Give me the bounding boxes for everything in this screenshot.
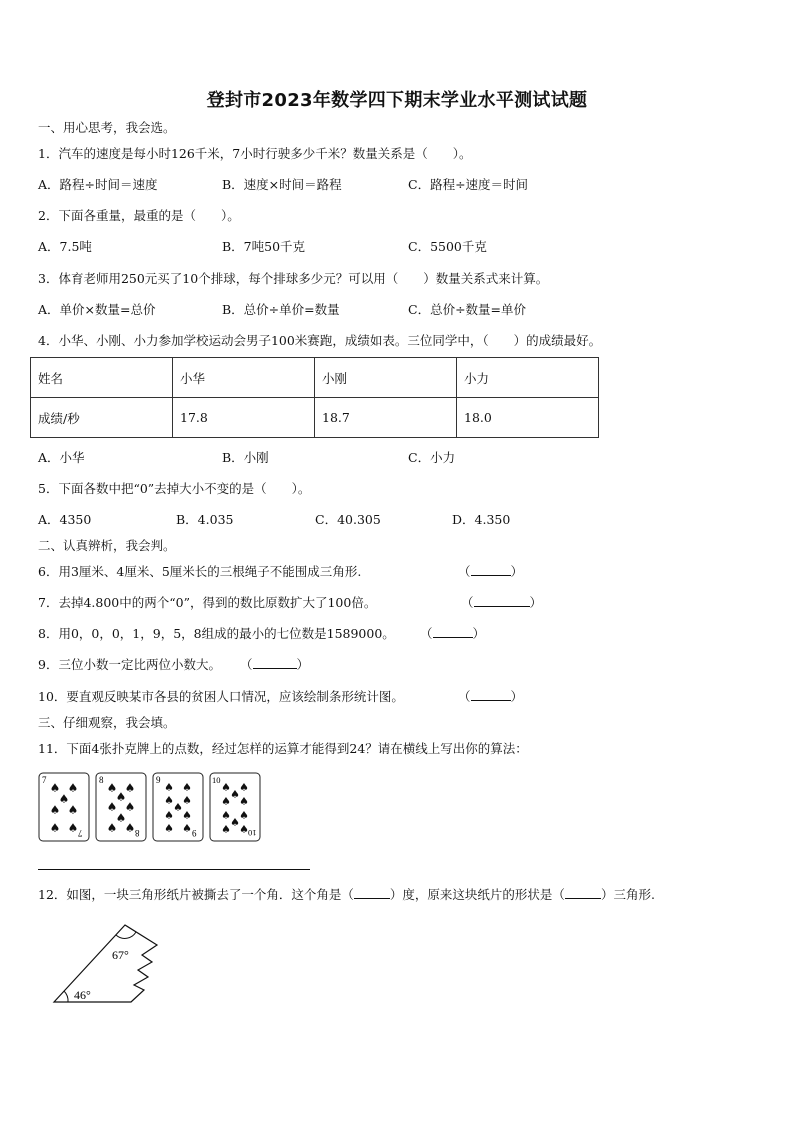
playing-card-7 [38, 772, 90, 842]
question-3-option-a: A．单价×数量=总价 [38, 302, 156, 317]
section-heading-2: 二、认真辨析，我会判。 [38, 538, 176, 553]
card-rank-label: 10 [212, 775, 221, 785]
question-12-text-part-a: 12．如图，一块三角形纸片被撕去了一个角．这个角是（ [38, 887, 354, 902]
blank-line [253, 657, 297, 669]
question-5-text: 5．下面各数中把“0”去掉大小不变的是（ ）。 [38, 481, 311, 496]
question-1-text: 1．汽车的速度是每小时126千米，7小时行驶多少千米？数量关系是（ ）。 [38, 146, 472, 161]
table-row [31, 398, 599, 438]
question-6-answer-blank[interactable] [458, 564, 523, 580]
question-7-answer-blank[interactable] [461, 595, 542, 611]
svg-text:♠: ♠ [49, 781, 61, 795]
card-rank-label: 9 [156, 775, 161, 785]
question-2-text: 2．下面各重量，最重的是（ ）。 [38, 208, 240, 223]
svg-text:♠: ♠ [124, 800, 136, 814]
svg-text:♠: ♠ [182, 809, 192, 822]
svg-text:♠: ♠ [164, 809, 174, 822]
question-12-blank-1[interactable] [354, 887, 390, 899]
svg-text:♠: ♠ [239, 795, 249, 808]
svg-text:♠: ♠ [124, 781, 136, 795]
table-header-row [31, 358, 599, 398]
question-8-text: 8．用0，0，0，1，9，5，8组成的最小的七位数是1589000。 [38, 626, 395, 641]
svg-text:♠: ♠ [106, 800, 118, 814]
svg-text:♠: ♠ [106, 821, 118, 835]
blank-line [433, 626, 473, 638]
svg-text:♠: ♠ [67, 781, 79, 795]
question-3-option-b: B．总价÷单价=数量 [222, 302, 340, 317]
question-12-text-part-c: ）三角形. [600, 887, 655, 902]
table-cell: 17.8 [173, 398, 315, 438]
paren-close: ） [510, 564, 524, 579]
question-3-option-c: C．总价÷数量=单价 [408, 302, 527, 317]
paren-close: ） [296, 657, 310, 672]
svg-text:♠: ♠ [221, 781, 231, 794]
paren-open: （ [458, 564, 471, 579]
paren-open: （ [240, 657, 253, 672]
table-cell: 小刚 [315, 358, 457, 398]
table-cell: 小力 [457, 358, 599, 398]
question-1-option-a: A．路程÷时间＝速度 [38, 177, 158, 192]
paren-close: ） [472, 626, 486, 641]
svg-text:♠: ♠ [124, 821, 136, 835]
question-5-option-a: A．4350 [38, 512, 92, 527]
section-heading-1: 一、用心思考，我会选。 [38, 120, 176, 135]
card-rank-label: 7 [78, 828, 83, 838]
table-cell: 姓名 [31, 358, 173, 398]
question-12-text-part-b: ）度，原来这块纸片的形状是（ [389, 887, 565, 902]
question-9-text: 9．三位小数一定比两位小数大。 [38, 657, 221, 672]
paren-open: （ [420, 626, 433, 641]
blank-line [471, 564, 511, 576]
question-10-answer-blank[interactable] [458, 689, 523, 705]
svg-text:♠: ♠ [67, 803, 79, 817]
svg-text:♠: ♠ [182, 794, 192, 807]
card-rank-label: 8 [99, 775, 104, 785]
section-heading-3: 三、仔细观察，我会填。 [38, 715, 176, 730]
table-cell: 18.0 [457, 398, 599, 438]
svg-text:♠: ♠ [49, 803, 61, 817]
svg-text:♠: ♠ [115, 790, 127, 804]
question-11-text: 11．下面4张扑克牌上的点数，经过怎样的运算才能得到24？请在横线上写出你的算法： [38, 741, 528, 756]
question-8-answer-blank[interactable] [420, 626, 485, 642]
question-6-text: 6．用3厘米、4厘米、5厘米长的三根绳子不能围成三角形. [38, 564, 362, 579]
paren-open: （ [461, 595, 474, 610]
svg-text:♠: ♠ [182, 822, 192, 835]
svg-text:♠: ♠ [164, 794, 174, 807]
card-rank-label: 10 [248, 828, 257, 838]
question-2-option-a: A．7.5吨 [38, 239, 92, 254]
svg-text:♠: ♠ [221, 809, 231, 822]
playing-card-8 [95, 772, 147, 842]
blank-line [471, 689, 511, 701]
svg-text:♠: ♠ [67, 821, 79, 835]
triangle-outline [54, 925, 157, 1002]
torn-triangle-figure [40, 915, 170, 1010]
question-4-option-b: B．小刚 [222, 450, 269, 465]
question-1-option-b: B．速度×时间＝路程 [222, 177, 342, 192]
table-cell: 18.7 [315, 398, 457, 438]
question-4-text: 4．小华、小刚、小力参加学校运动会男子100米赛跑，成绩如表。三位同学中，（ ）的成绩最好。 [38, 333, 602, 348]
svg-text:♠: ♠ [230, 816, 240, 829]
question-2-option-b: B．7吨50千克 [222, 239, 306, 254]
playing-card-9 [152, 772, 204, 842]
svg-text:♠: ♠ [239, 781, 249, 794]
blank-line [474, 595, 530, 607]
svg-text:♠: ♠ [164, 781, 174, 794]
question-7-text: 7．去掉4.800中的两个“0”，得到的数比原数扩大了100倍。 [38, 595, 377, 610]
question-10-text: 10．要直观反映某市各县的贫困人口情况，应该绘制条形统计图。 [38, 689, 404, 704]
question-5-option-b: B．4.035 [176, 512, 234, 527]
svg-text:♠: ♠ [49, 821, 61, 835]
angle-arc-left [64, 991, 68, 1002]
question-5-option-d: D．4.350 [452, 512, 511, 527]
card-rank-label: 7 [42, 775, 47, 785]
score-table [30, 357, 599, 438]
question-5-option-c: C．40.305 [315, 512, 381, 527]
angle-label-left: 46° [74, 988, 91, 1002]
question-3-text: 3．体育老师用250元买了10个排球，每个排球多少元？可以用（ ）数量关系式来计算。 [38, 271, 549, 286]
angle-arc-top [116, 932, 136, 938]
svg-text:♠: ♠ [239, 823, 249, 836]
svg-text:♠: ♠ [239, 809, 249, 822]
svg-text:♠: ♠ [115, 811, 127, 825]
question-1-option-c: C．路程÷速度＝时间 [408, 177, 529, 192]
angle-label-top: 67° [112, 948, 129, 962]
svg-text:♠: ♠ [173, 801, 183, 814]
question-11-answer-line[interactable] [38, 869, 310, 870]
question-4-option-a: A．小华 [38, 450, 85, 465]
svg-text:♠: ♠ [221, 795, 231, 808]
svg-text:♠: ♠ [182, 781, 192, 794]
question-4-option-c: C．小力 [408, 450, 456, 465]
svg-text:♠: ♠ [221, 823, 231, 836]
card-rank-label: 9 [192, 828, 197, 838]
paren-open: （ [458, 689, 471, 704]
playing-card-10 [209, 772, 261, 842]
svg-text:♠: ♠ [164, 822, 174, 835]
question-12-blank-2[interactable] [565, 887, 601, 899]
svg-text:♠: ♠ [230, 788, 240, 801]
question-12-text [38, 887, 655, 903]
svg-text:♠: ♠ [58, 792, 70, 806]
question-9-answer-blank[interactable] [240, 657, 309, 673]
page-title: 登封市2023年数学四下期末学业水平测试试题 [206, 90, 588, 111]
table-cell: 成绩/秒 [31, 398, 173, 438]
svg-text:♠: ♠ [106, 781, 118, 795]
paren-close: ） [510, 689, 524, 704]
table-cell: 小华 [173, 358, 315, 398]
paren-close: ） [529, 595, 543, 610]
card-rank-label: 8 [135, 828, 140, 838]
question-2-option-c: C．5500千克 [408, 239, 487, 254]
